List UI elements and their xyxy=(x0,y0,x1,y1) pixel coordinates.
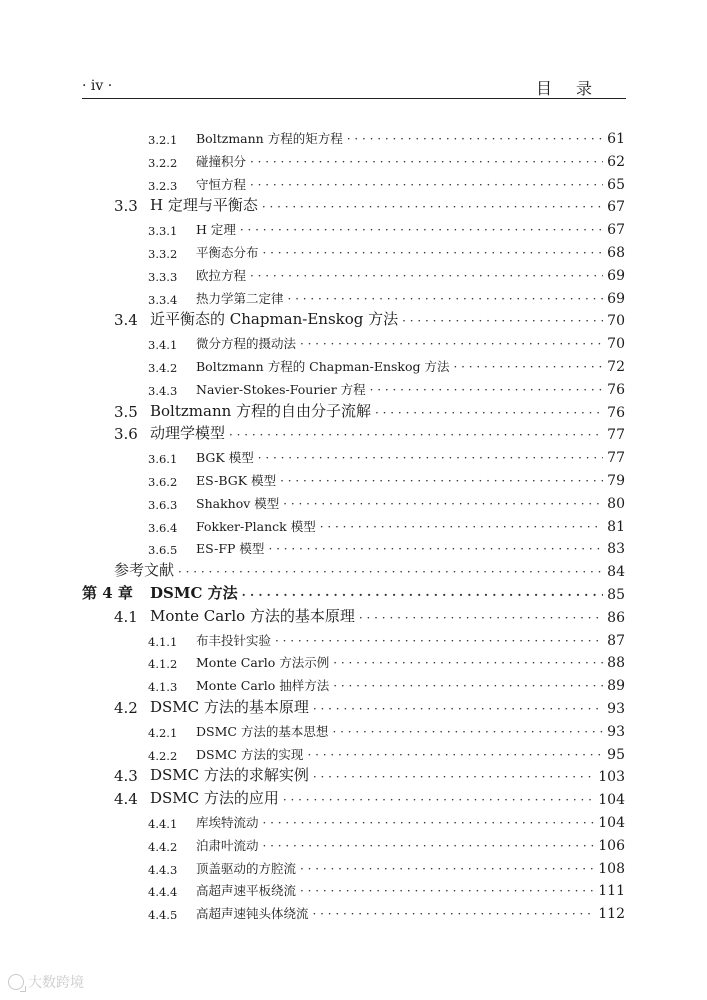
toc-entry[interactable] xyxy=(0,785,707,808)
toc-entry-page: 70 xyxy=(607,313,625,330)
dot-leader xyxy=(300,887,594,900)
toc-entry-page: 83 xyxy=(607,541,625,558)
dot-leader xyxy=(242,588,604,603)
toc-entry-title: 欧拉方程 xyxy=(196,267,247,283)
toc-entry-title: DSMC 方法 xyxy=(150,584,238,602)
toc-entry-title: Navier-Stokes-Fourier 方程 xyxy=(196,381,366,397)
toc-entry-page: 68 xyxy=(607,245,625,261)
dot-leader xyxy=(275,636,603,649)
toc-entry-number: 4.4.2 xyxy=(148,839,178,854)
dot-leader xyxy=(370,385,604,398)
toc-entry-page: 104 xyxy=(598,815,625,831)
toc-entry-title: Boltzmann 方程的矩方程 xyxy=(196,131,343,146)
dot-leader xyxy=(454,363,604,376)
dot-leader xyxy=(280,477,603,490)
toc-entry-number: 4.1.2 xyxy=(148,657,178,672)
toc-entry[interactable] xyxy=(0,261,707,284)
toc-entry[interactable] xyxy=(0,170,707,193)
dot-leader xyxy=(333,659,603,672)
toc-entry-number: 4.4.3 xyxy=(148,862,178,877)
dot-leader xyxy=(333,682,603,695)
toc-entry-title: 微分方程的摄动法 xyxy=(196,336,297,352)
dot-leader xyxy=(359,611,603,626)
toc-entry-title: Monte Carlo 方法的基本原理 xyxy=(150,606,355,625)
toc-entry[interactable] xyxy=(0,352,707,375)
toc-entry-title: BGK 模型 xyxy=(196,450,254,466)
toc-entry-title: 高超声速平板绕流 xyxy=(196,883,297,899)
toc-entry-title: DSMC 方法的求解实例 xyxy=(150,766,309,785)
toc-entry-title: 泊肃叶流动 xyxy=(196,837,259,853)
toc-entry-title: Boltzmann 方程的自由分子流解 xyxy=(150,401,372,420)
toc-entry-number: 4.4.1 xyxy=(148,817,178,831)
toc-entry[interactable] xyxy=(0,147,707,170)
toc-entry-page: 104 xyxy=(598,792,625,809)
toc-entry[interactable] xyxy=(0,899,707,922)
toc-entry[interactable] xyxy=(0,580,707,603)
toc-entry[interactable] xyxy=(0,238,707,261)
toc-entry[interactable] xyxy=(0,375,707,398)
toc-entry[interactable] xyxy=(0,557,707,580)
toc-entry-title: 平衡态分布 xyxy=(196,245,259,260)
dot-leader xyxy=(250,271,603,284)
toc-entry-number: 4.2.1 xyxy=(148,725,178,740)
toc-entry-number: 第 4 章 xyxy=(82,584,133,602)
toc-entry-page: 103 xyxy=(598,769,625,786)
toc-entry-title: Monte Carlo 方法示例 xyxy=(196,655,330,671)
toc-entry-page: 69 xyxy=(607,267,625,284)
toc-entry-title: 布丰投针实验 xyxy=(196,632,272,648)
toc-entry-title: 高超声速钝头体绕流 xyxy=(196,906,309,922)
toc-entry-page: 89 xyxy=(607,678,625,695)
toc-entry-title: 动理学模型 xyxy=(150,424,226,443)
dot-leader xyxy=(332,727,603,740)
toc-entry[interactable] xyxy=(0,512,707,535)
toc-entry-page: 61 xyxy=(607,131,625,147)
toc-entry-title: 顶盖驱动的方腔流 xyxy=(196,860,297,876)
toc-entry-number: 4.1.1 xyxy=(148,634,178,649)
toc-entry-page: 70 xyxy=(607,336,625,353)
toc-entry[interactable] xyxy=(0,534,707,557)
page-number: · iv · xyxy=(82,78,113,94)
dot-leader xyxy=(300,340,603,353)
toc-entry-number: 3.2.2 xyxy=(148,155,178,170)
dot-leader xyxy=(347,135,603,148)
dot-leader xyxy=(258,454,603,467)
toc-entry-page: 77 xyxy=(607,427,625,444)
toc-entry-page: 112 xyxy=(598,906,625,923)
toc-entry-page: 76 xyxy=(607,404,625,421)
toc-entry-page: 80 xyxy=(607,495,625,512)
dot-leader xyxy=(300,864,594,877)
toc-entry-page: 77 xyxy=(607,450,625,467)
dot-leader xyxy=(313,910,595,923)
toc-entry-title: ES-FP 模型 xyxy=(196,541,265,557)
toc-entry-page: 87 xyxy=(607,632,625,649)
toc-entry-page: 95 xyxy=(607,746,625,763)
dot-leader xyxy=(268,545,603,558)
toc-entry[interactable] xyxy=(0,398,707,421)
toc-entry-page: 76 xyxy=(607,381,625,398)
toc-entry[interactable] xyxy=(0,443,707,466)
toc-entry-number: 3.4.1 xyxy=(148,338,178,353)
toc-entry[interactable] xyxy=(0,329,707,352)
dot-leader xyxy=(250,157,603,170)
toc-entry-number: 4.2 xyxy=(114,699,138,717)
dot-leader xyxy=(283,793,594,808)
toc-entry[interactable] xyxy=(0,192,707,215)
toc-entry[interactable] xyxy=(0,717,707,740)
toc-entry-page: 88 xyxy=(607,655,625,672)
toc-entry-number: 3.6.3 xyxy=(148,497,178,512)
toc-entry-title: 库埃特流动 xyxy=(196,815,259,830)
toc-entry-number: 4.1 xyxy=(114,607,138,626)
dot-leader xyxy=(250,180,603,193)
watermark xyxy=(8,972,84,992)
dot-leader xyxy=(307,750,603,763)
toc-entry-number: 4.4.5 xyxy=(148,908,178,923)
toc-entry-number: 3.4.2 xyxy=(148,361,178,375)
dot-leader xyxy=(262,200,603,215)
dot-leader xyxy=(320,522,603,535)
dot-leader xyxy=(263,841,595,854)
toc-entry-title: 守恒方程 xyxy=(196,176,247,192)
toc-entry-page: 67 xyxy=(607,199,625,216)
toc-entry-title: Boltzmann 方程的 Chapman-Enskog 方法 xyxy=(196,359,450,374)
toc-entry[interactable] xyxy=(0,694,707,717)
toc-entry-number: 3.3.1 xyxy=(148,224,178,239)
toc-entry-title: DSMC 方法的实现 xyxy=(196,746,304,762)
toc-entry-title: 近平衡态的 Chapman-Enskog 方法 xyxy=(150,310,399,329)
dot-leader xyxy=(375,406,603,421)
toc-entry[interactable] xyxy=(0,762,707,785)
toc-entry-title: ES-BGK 模型 xyxy=(196,473,277,488)
toc-entry[interactable] xyxy=(0,626,707,649)
toc-entry-title: DSMC 方法的基本思想 xyxy=(196,723,329,739)
toc-entry[interactable] xyxy=(0,124,707,147)
toc-entry-page: 93 xyxy=(607,723,625,740)
dot-leader xyxy=(313,770,594,785)
toc-entry-number: 3.6.1 xyxy=(148,452,178,467)
toc-entry[interactable] xyxy=(0,489,707,512)
toc-entry-title: DSMC 方法的应用 xyxy=(150,789,279,808)
toc-entry-number: 4.2.2 xyxy=(148,748,178,763)
toc-entry-page: 81 xyxy=(607,518,625,535)
toc-entry-number: 3.6.4 xyxy=(148,520,178,535)
toc-entry-page: 72 xyxy=(607,359,625,375)
toc-entry-number: 3.4 xyxy=(114,311,138,330)
toc-entry[interactable] xyxy=(0,420,707,443)
toc-entry-page: 106 xyxy=(598,837,625,854)
toc-entry-page: 84 xyxy=(607,564,625,581)
toc-entry-page: 85 xyxy=(607,587,625,603)
dot-leader xyxy=(178,565,603,580)
toc-entry-page: 65 xyxy=(607,176,625,193)
toc-entry-page: 111 xyxy=(598,883,625,900)
toc-entry[interactable] xyxy=(0,603,707,626)
toc-entry-title: 热力学第二定律 xyxy=(196,290,284,306)
toc-entry-number: 4.4 xyxy=(114,790,138,809)
dot-leader xyxy=(288,294,604,307)
dot-leader xyxy=(283,499,603,512)
watermark-text: 大数跨境 xyxy=(28,975,84,991)
toc-entry-title: H 定理与平衡态 xyxy=(150,196,258,215)
dot-leader xyxy=(402,314,603,329)
section-title: 目录 xyxy=(535,79,616,98)
dot-leader xyxy=(229,428,603,443)
toc-entry[interactable] xyxy=(0,808,707,831)
toc-entry-number: 3.2.1 xyxy=(148,133,178,147)
toc-entry-number: 3.4.3 xyxy=(148,383,178,398)
toc-entry-number: 3.3.3 xyxy=(148,269,178,284)
toc-entry-page: 79 xyxy=(607,473,625,489)
toc-entry-number: 3.6.5 xyxy=(148,543,178,558)
toc-entry[interactable] xyxy=(0,831,707,854)
toc-entry-number: 3.3.4 xyxy=(148,292,178,307)
toc-entry-number: 3.6.2 xyxy=(148,475,178,489)
dot-leader xyxy=(240,226,603,239)
toc-entry-number: 4.1.3 xyxy=(148,680,178,695)
toc-entry-page: 69 xyxy=(607,290,625,307)
dot-leader xyxy=(263,819,595,832)
toc-entry-title: Fokker-Planck 模型 xyxy=(196,518,316,534)
toc-entry[interactable] xyxy=(0,284,707,307)
toc-entry-page: 86 xyxy=(607,609,625,626)
toc-entry-number: 3.5 xyxy=(114,402,138,421)
toc-entry-number: 3.2.3 xyxy=(148,178,178,193)
toc-entry-page: 108 xyxy=(598,860,625,877)
toc-entry-page: 62 xyxy=(607,153,625,170)
toc-entry-number: 4.4.4 xyxy=(148,885,178,900)
toc-entry[interactable] xyxy=(0,648,707,671)
toc-entry[interactable] xyxy=(0,215,707,238)
toc-entry-title: Shakhov 模型 xyxy=(196,495,280,511)
toc-entry-title: 碰撞积分 xyxy=(196,153,247,169)
toc-entry[interactable] xyxy=(0,306,707,329)
toc-entry[interactable] xyxy=(0,876,707,899)
toc-entry-page: 67 xyxy=(607,222,625,239)
toc-entry[interactable] xyxy=(0,671,707,694)
toc-entry-number: 4.3 xyxy=(114,767,138,786)
toc-entry[interactable] xyxy=(0,466,707,489)
dot-leader xyxy=(313,702,603,717)
toc-entry-title: 参考文献 xyxy=(114,561,175,580)
toc-entry[interactable] xyxy=(0,740,707,763)
toc-entry-title: H 定理 xyxy=(196,222,236,238)
toc-entry-number: 3.3.2 xyxy=(148,247,178,261)
toc-entry-number: 3.6 xyxy=(114,425,138,444)
toc-entry-title: DSMC 方法的基本原理 xyxy=(150,698,309,716)
toc-entry-title: Monte Carlo 抽样方法 xyxy=(196,678,330,694)
watermark-logo-icon xyxy=(8,974,24,990)
toc-entry[interactable] xyxy=(0,854,707,877)
dot-leader xyxy=(263,249,604,262)
toc-entry-page: 93 xyxy=(607,701,625,717)
toc-entry-number: 3.3 xyxy=(114,197,138,216)
